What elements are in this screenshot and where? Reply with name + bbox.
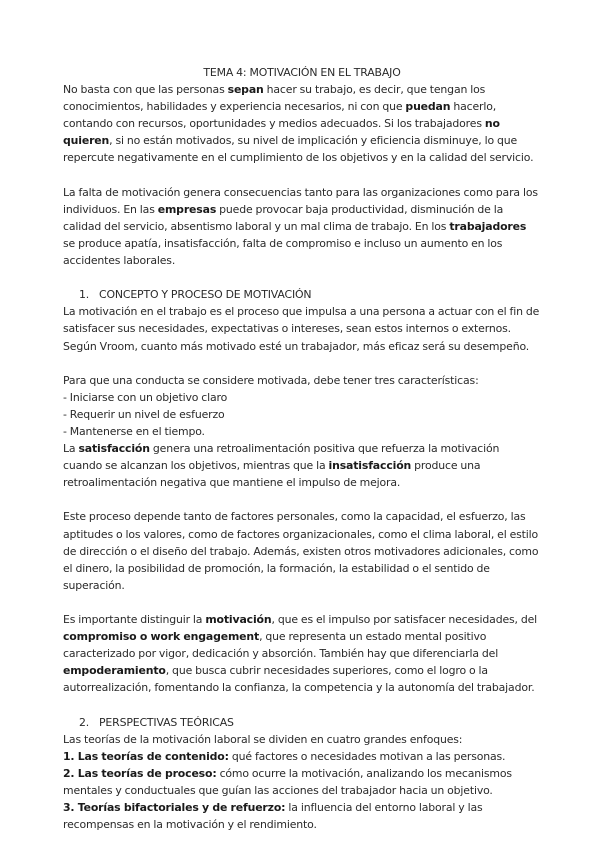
page-title: TEMA 4: MOTIVACIÓN EN EL TRABAJO bbox=[203, 66, 401, 79]
bold-term: insatisfacción bbox=[328, 459, 412, 473]
text-run: hacer su trabajo, es decir, que tengan los conocimientos, habilidades y experiencia necesarios, ni con que bbox=[63, 83, 486, 114]
spacer bbox=[63, 696, 541, 713]
section-label: PERSPECTIVAS TEÓRICAS bbox=[99, 715, 234, 729]
factors-paragraph: Este proceso depende tanto de factores personales, como la capacidad, el esfuerzo, las aptitudes o los valores, como de factores organizacionales, como el clima laboral, el estilo de dirección o el diseño del trabajo. Además, existen otros motivadores adicionales, como el dinero, la posibilidad de promoción, la formación, la estabilidad o el sentido de superación. bbox=[63, 510, 539, 592]
theory-description: cómo ocurre la motivación, analizando los mecanismos mentales y conductuales que guían las acciones del trabajador hacia un objetivo. bbox=[63, 766, 512, 797]
spacer bbox=[63, 491, 541, 508]
section-heading-2 bbox=[63, 714, 541, 731]
theory-name: 3. Teorías bifactoriales y de refuerzo: bbox=[63, 801, 286, 815]
spacer bbox=[63, 355, 541, 372]
text-run: produce una retroalimentación negativa que mantiene el impulso de mejora. bbox=[63, 459, 481, 490]
engagement-paragraph bbox=[63, 611, 541, 696]
document-page bbox=[63, 64, 541, 833]
bold-term: puedan bbox=[405, 100, 451, 114]
text-run: La bbox=[63, 442, 79, 456]
text-run: La falta de motivación genera consecuencias tanto para las organizaciones como para los individuos. En las bbox=[63, 185, 538, 216]
theory-item bbox=[63, 748, 541, 765]
section-heading-1 bbox=[63, 286, 541, 303]
text-run: hacerlo, contando con recursos, oportunidades y medios adecuados. Si los trabajadores bbox=[63, 100, 497, 131]
list-item: - Requerir un nivel de esfuerzo bbox=[63, 407, 225, 421]
text-run: , que representa un estado mental positivo caracterizado por vigor, dedicación y absorción. También hay que diferenciarla del bbox=[63, 630, 499, 661]
theory-name: 2. Las teorías de proceso: bbox=[63, 766, 217, 780]
satisfaction-paragraph bbox=[63, 440, 541, 491]
bold-term: trabajadores bbox=[449, 219, 527, 233]
bold-term: no quieren bbox=[63, 117, 500, 148]
text-run: puede provocar baja productividad, disminución de la calidad del servicio, absentismo laboral y un mal clima de trabajo. En los bbox=[63, 202, 504, 233]
bold-term: empresas bbox=[157, 202, 217, 216]
text-run: se produce apatía, insatisfacción, falta de compromiso e incluso un aumento en los accidentes laborales. bbox=[63, 236, 503, 268]
list-item: - Mantenerse en el tiempo. bbox=[63, 424, 205, 438]
section-number: 1. bbox=[79, 288, 90, 302]
section-number: 2. bbox=[79, 715, 90, 729]
spacer bbox=[63, 269, 541, 286]
theory-description: la influencia del entorno laboral y las recompensas en la motivación y el rendimiento. bbox=[63, 801, 483, 832]
theory-item bbox=[63, 765, 541, 799]
bold-term: motivación bbox=[205, 613, 272, 626]
intro-paragraph bbox=[63, 81, 541, 166]
text-run: genera una retroalimentación positiva que refuerza la motivación cuando se alcanzan los objetivos, mientras que la bbox=[63, 442, 500, 473]
theory-name: 1. Las teorías de contenido: bbox=[63, 749, 229, 763]
theory-description: qué factores o necesidades motivan a las personas. bbox=[228, 749, 506, 763]
list-item: - Iniciarse con un objetivo claro bbox=[63, 390, 228, 404]
bold-term: empoderamiento bbox=[63, 664, 166, 678]
bold-term: compromiso o work engagement bbox=[63, 630, 260, 644]
bold-term: satisfacción bbox=[78, 442, 150, 456]
theories-intro: Las teorías de la motivación laboral se dividen en cuatro grandes enfoques: bbox=[63, 732, 463, 746]
spacer bbox=[63, 167, 541, 184]
text-run: , si no están motivados, su nivel de implicación y eficiencia disminuye, lo que repercute negativamente en el cumplimiento de los objetivos y en la calidad del servicio. bbox=[63, 134, 534, 165]
spacer bbox=[63, 594, 541, 611]
bold-term: sepan bbox=[227, 83, 264, 97]
text-run: , que busca cubrir necesidades superiores, como el logro o la autorrealización, fomentando la confianza, la competencia y la autonomía del trabajador. bbox=[63, 664, 535, 695]
consequences-paragraph bbox=[63, 184, 541, 269]
text-run: , que es el impulso por satisfacer necesidades, del bbox=[271, 613, 538, 626]
text-run: No basta con que las personas bbox=[63, 83, 228, 97]
theory-item bbox=[63, 799, 541, 833]
characteristics-intro: Para que una conducta se considere motivada, debe tener tres características: bbox=[63, 373, 479, 387]
section-label: CONCEPTO Y PROCESO DE MOTIVACIÓN bbox=[99, 288, 312, 302]
concept-paragraph: La motivación en el trabajo es el proceso que impulsa a una persona a actuar con el fin de satisfacer sus necesidades, expectativas o intereses, sean estos internos o externos. Según Vroom, cuanto más motivado esté un trabajador, más eficaz será su desempeño. bbox=[63, 305, 540, 353]
text-run: Es importante distinguir la bbox=[63, 613, 206, 626]
